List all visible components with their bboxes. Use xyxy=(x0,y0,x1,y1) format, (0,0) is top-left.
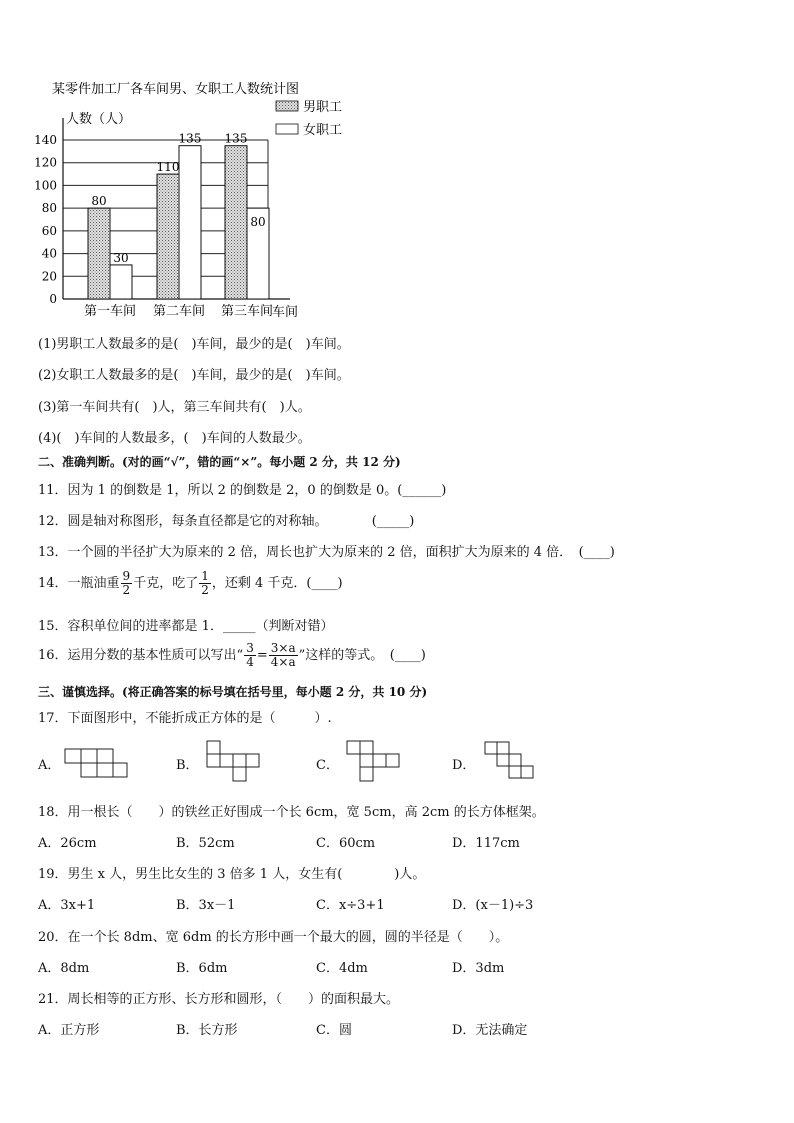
bar-male-3 xyxy=(225,146,247,299)
data-label-female-1: 30 xyxy=(113,250,129,265)
q19-option-a: A．3x+1 xyxy=(38,898,96,913)
q17-net-b-figure xyxy=(204,739,266,785)
q20-option-d: D．3dm xyxy=(452,961,505,976)
bar-male-1 xyxy=(88,208,110,299)
x-tick-label-3: 第三车间 xyxy=(220,304,274,319)
question-12-blank: (_____) xyxy=(371,514,415,529)
q17-net-c-figure xyxy=(344,739,406,785)
data-label-male-1: 80 xyxy=(91,194,107,209)
q19-option-d: D．(x－1)÷3 xyxy=(452,898,534,913)
question-17: 17．下面图形中，不能折成正方体的是（ ）. xyxy=(38,711,332,726)
q18-option-d: D．117cm xyxy=(452,836,520,851)
q20-option-a: A．8dm xyxy=(38,961,90,976)
x-axis-label: 车间 xyxy=(272,305,299,320)
question-18: 18．用一根长（ ）的铁丝正好围成一个长 6cm，宽 5cm，高 2cm 的长方体框架。 xyxy=(38,805,545,820)
legend-swatch-male xyxy=(276,101,298,111)
y-tick-label-80: 80 xyxy=(41,201,57,216)
q21-option-b: B．长方形 xyxy=(176,1023,238,1038)
chart-question-3: (3)第一车间共有( )人，第三车间共有( )人。 xyxy=(38,400,311,415)
q18-option-a: A．26cm xyxy=(38,836,97,851)
fraction-9-over-2: $\frac{9}{2}$ xyxy=(122,569,131,597)
bar-male-2 xyxy=(157,174,179,299)
q21-option-d: D．无法确定 xyxy=(452,1023,528,1038)
q17-option-c-label: C． xyxy=(316,758,339,773)
y-tick-label-20: 20 xyxy=(41,269,57,284)
chart-question-1: (1)男职工人数最多的是( )车间，最少的是( )车间。 xyxy=(38,337,350,352)
section-3-heading: 三、谨慎选择。(将正确答案的标号填在括号里，每小题 2 分，共 10 分) xyxy=(38,685,428,699)
legend-label-female: 女职工 xyxy=(303,123,343,138)
data-label-male-3: 135 xyxy=(224,131,248,146)
q17-net-d-figure xyxy=(482,739,538,785)
question-20: 20．在一个长 8dm、宽 6dm 的长方形中画一个最大的圆，圆的半径是（ ）。 xyxy=(38,930,509,945)
y-tick-label-120: 120 xyxy=(34,155,57,170)
q21-option-c: C．圆 xyxy=(316,1023,352,1038)
y-tick-label-60: 60 xyxy=(41,223,57,238)
fraction-3a-over-4a: $\frac{3\times a}{4\times a}$ xyxy=(270,641,296,669)
q19-option-b: B．3x－1 xyxy=(176,898,236,913)
x-tick-label-1: 第一车间 xyxy=(83,304,137,319)
data-label-female-3: 80 xyxy=(250,215,266,230)
q17-option-d-label: D． xyxy=(452,758,476,773)
question-14: 14．一瓶油重 $\frac{9}{2}$ 千克，吃了 $\frac{1}{2}$ ，还剩 4 千克．(____) xyxy=(38,569,343,597)
question-12-text: 12．圆是轴对称图形，每条直径都是它的对称轴。 xyxy=(38,514,328,529)
chart-question-2: (2)女职工人数最多的是( )车间，最少的是( )车间。 xyxy=(38,368,350,383)
fraction-1-over-2: $\frac{1}{2}$ xyxy=(201,569,209,597)
legend-swatch-female xyxy=(276,124,298,134)
q17-option-b-label: B． xyxy=(176,758,199,773)
x-tick-label-2: 第二车间 xyxy=(152,304,206,319)
q20-option-b: B．6dm xyxy=(176,961,228,976)
question-12 xyxy=(38,510,414,529)
fraction-3-over-4: $\frac{3}{4}$ xyxy=(246,641,254,669)
q17-option-a-label: A． xyxy=(38,758,61,773)
q18-option-c: C．60cm xyxy=(316,836,376,851)
q21-option-a: A．正方形 xyxy=(38,1023,100,1038)
y-tick-label-0: 0 xyxy=(49,292,57,306)
chart-title: 某零件加工厂各车间男、女职工人数统计图 xyxy=(52,82,300,97)
question-11: 11．因为 1 的倒数是 1，所以 2 的倒数是 2，0 的倒数是 0。(______) xyxy=(38,483,447,498)
y-tick-label-100: 100 xyxy=(34,178,57,193)
q17-net-a-figure xyxy=(60,745,130,779)
legend-label-male: 男职工 xyxy=(303,100,343,115)
question-15: 15．容积单位间的进率都是 1．_____（判断对错） xyxy=(38,619,334,634)
bar-chart xyxy=(0,0,794,330)
data-label-female-2: 135 xyxy=(178,131,202,146)
question-21: 21．周长相等的正方形、长方形和圆形，（ ）的面积最大。 xyxy=(38,992,400,1007)
data-label-male-2: 110 xyxy=(156,160,180,175)
section-2-heading: 二、准确判断。(对的画“√”，错的画“×”。每小题 2 分，共 12 分) xyxy=(38,455,401,469)
bar-female-1 xyxy=(110,265,132,299)
y-axis-label: 人数（人） xyxy=(66,112,132,127)
q19-option-c: C．x÷3+1 xyxy=(316,898,385,913)
y-tick-label-140: 140 xyxy=(34,133,57,147)
q20-option-c: C．4dm xyxy=(316,961,368,976)
chart-question-4: (4)( )车间的人数最多，( )车间的人数最少。 xyxy=(38,431,311,446)
question-19: 19．男生 x 人，男生比女生的 3 倍多 1 人，女生有( )人。 xyxy=(38,867,426,882)
question-16: 16．运用分数的基本性质可以写出“ $\frac{3}{4}$ = $\frac{3\times a}{4\times a}$ ”这样的等式。 (____) xyxy=(38,641,426,669)
bar-female-2 xyxy=(179,146,201,299)
q18-option-b: B．52cm xyxy=(176,836,235,851)
question-13: 13．一个圆的半径扩大为原来的 2 倍，周长也扩大为原来的 2 倍，面积扩大为原来的 4 倍． (____) xyxy=(38,545,615,560)
y-tick-label-40: 40 xyxy=(41,246,57,261)
